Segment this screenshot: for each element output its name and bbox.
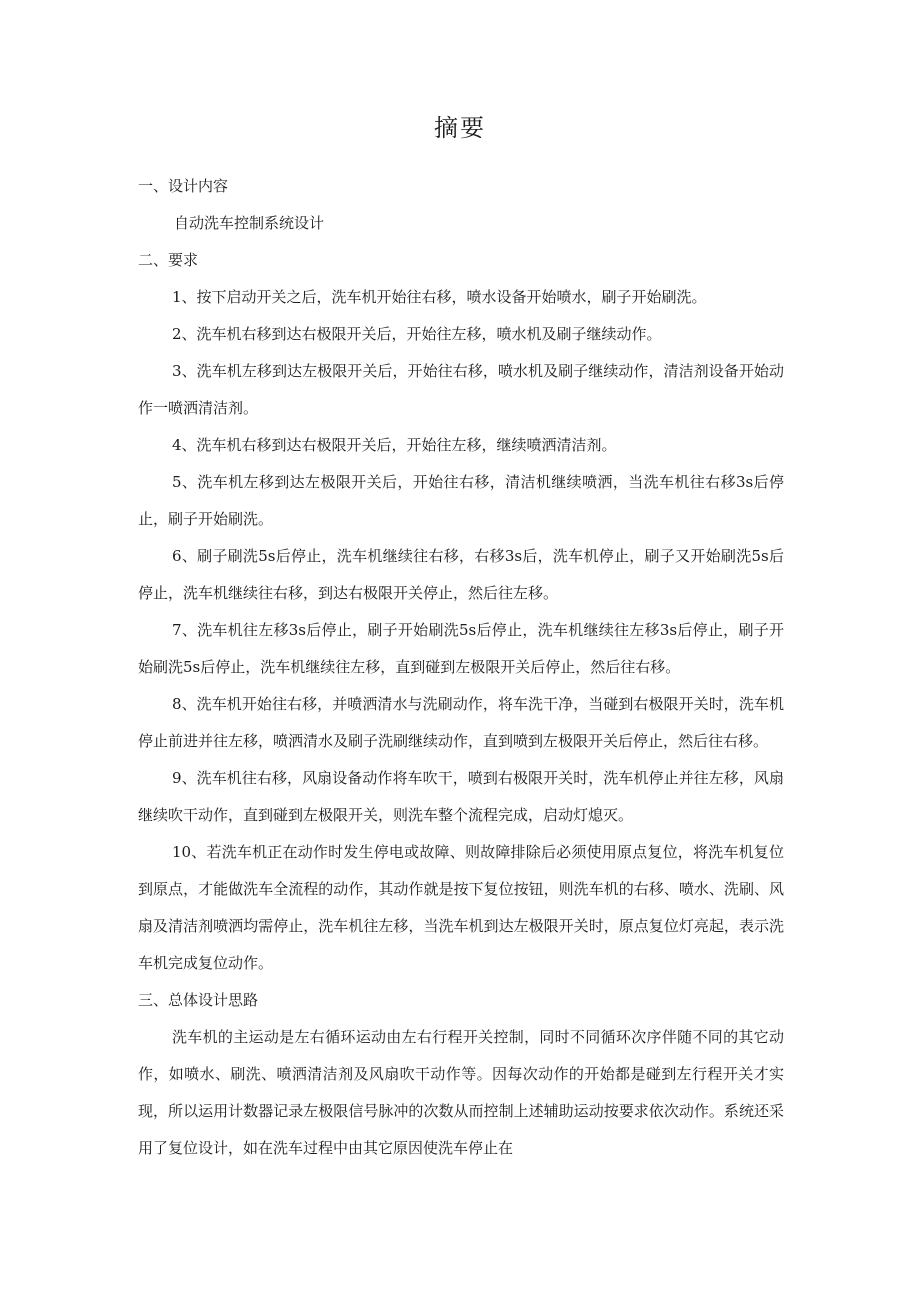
requirement-item-5: 5、洗车机左移到达左极限开关后，开始往右移，清洁机继续喷洒，当洗车机往右移3s后停止，刷子开始刷洗。 bbox=[138, 473, 784, 528]
document-body bbox=[138, 168, 784, 1167]
approach-paragraph: 洗车机的主运动是左右循环运动由左右行程开关控制，同时不同循环次序伴随不同的其它动作，如喷水、刷洗、喷洒清洁剂及风扇吹干动作等。因每次动作的开始都是碰到左行程开关才实现，所以运用计数器记录左极限信号脉冲的次数从而控制上述辅助运动按要求依次动作。系统还采用了复位设计，如在洗车过程中由其它原因使洗车停止在 bbox=[138, 1028, 784, 1157]
requirement-item-10: 10、若洗车机正在动作时发生停电或故障、则故障排除后必须使用原点复位，将洗车机复位到原点，才能做洗车全流程的动作，其动作就是按下复位按钮，则洗车机的右移、喷水、洗刷、风扇及清洁剂喷洒均需停止，洗车机往左移，当洗车机到达左极限开关时，原点复位灯亮起，表示洗车机完成复位动作。 bbox=[138, 843, 784, 972]
requirement-item-2: 2、洗车机右移到达右极限开关后，开始往左移，喷水机及刷子继续动作。 bbox=[172, 325, 662, 343]
section-heading-approach: 三、总体设计思路 bbox=[138, 991, 259, 1009]
requirement-item-3: 3、洗车机左移到达左极限开关后，开始往右移，喷水机及刷子继续动作，清洁剂设备开始动作一喷洒清洁剂。 bbox=[138, 362, 784, 417]
requirement-item-9: 9、洗车机往右移，风扇设备动作将车吹干，喷到右极限开关时，洗车机停止并往左移，风扇继续吹干动作，直到碰到左极限开关，则洗车整个流程完成，启动灯熄灭。 bbox=[138, 769, 784, 824]
requirement-item-6: 6、刷子刷洗5s后停止，洗车机继续往右移，右移3s后，洗车机停止，刷子又开始刷洗5s后停止，洗车机继续往右移，到达右极限开关停止，然后往左移。 bbox=[138, 547, 784, 602]
requirement-item-8: 8、洗车机开始往右移，并喷洒清水与洗刷动作，将车洗干净，当碰到右极限开关时，洗车机停止前进并往左移，喷洒清水及刷子洗刷继续动作，直到喷到左极限开关后停止，然后往右移。 bbox=[138, 695, 784, 750]
requirement-item-1: 1、按下启动开关之后，洗车机开始往右移，喷水设备开始喷水，刷子开始刷洗。 bbox=[172, 288, 707, 306]
requirement-item-4: 4、洗车机右移到达右极限开关后，开始往左移，继续喷洒清洁剂。 bbox=[172, 436, 617, 454]
section-heading-design: 一、设计内容 bbox=[138, 177, 229, 195]
requirement-item-7: 7、洗车机往左移3s后停止，刷子开始刷洗5s后停止，洗车机继续往左移3s后停止，刷子开始刷洗5s后停止，洗车机继续往左移，直到碰到左极限开关后停止，然后往右移。 bbox=[138, 621, 784, 676]
section-heading-requirements: 二、要求 bbox=[138, 251, 199, 269]
design-topic: 自动洗车控制系统设计 bbox=[174, 214, 325, 232]
document-title: 摘要 bbox=[434, 114, 486, 142]
